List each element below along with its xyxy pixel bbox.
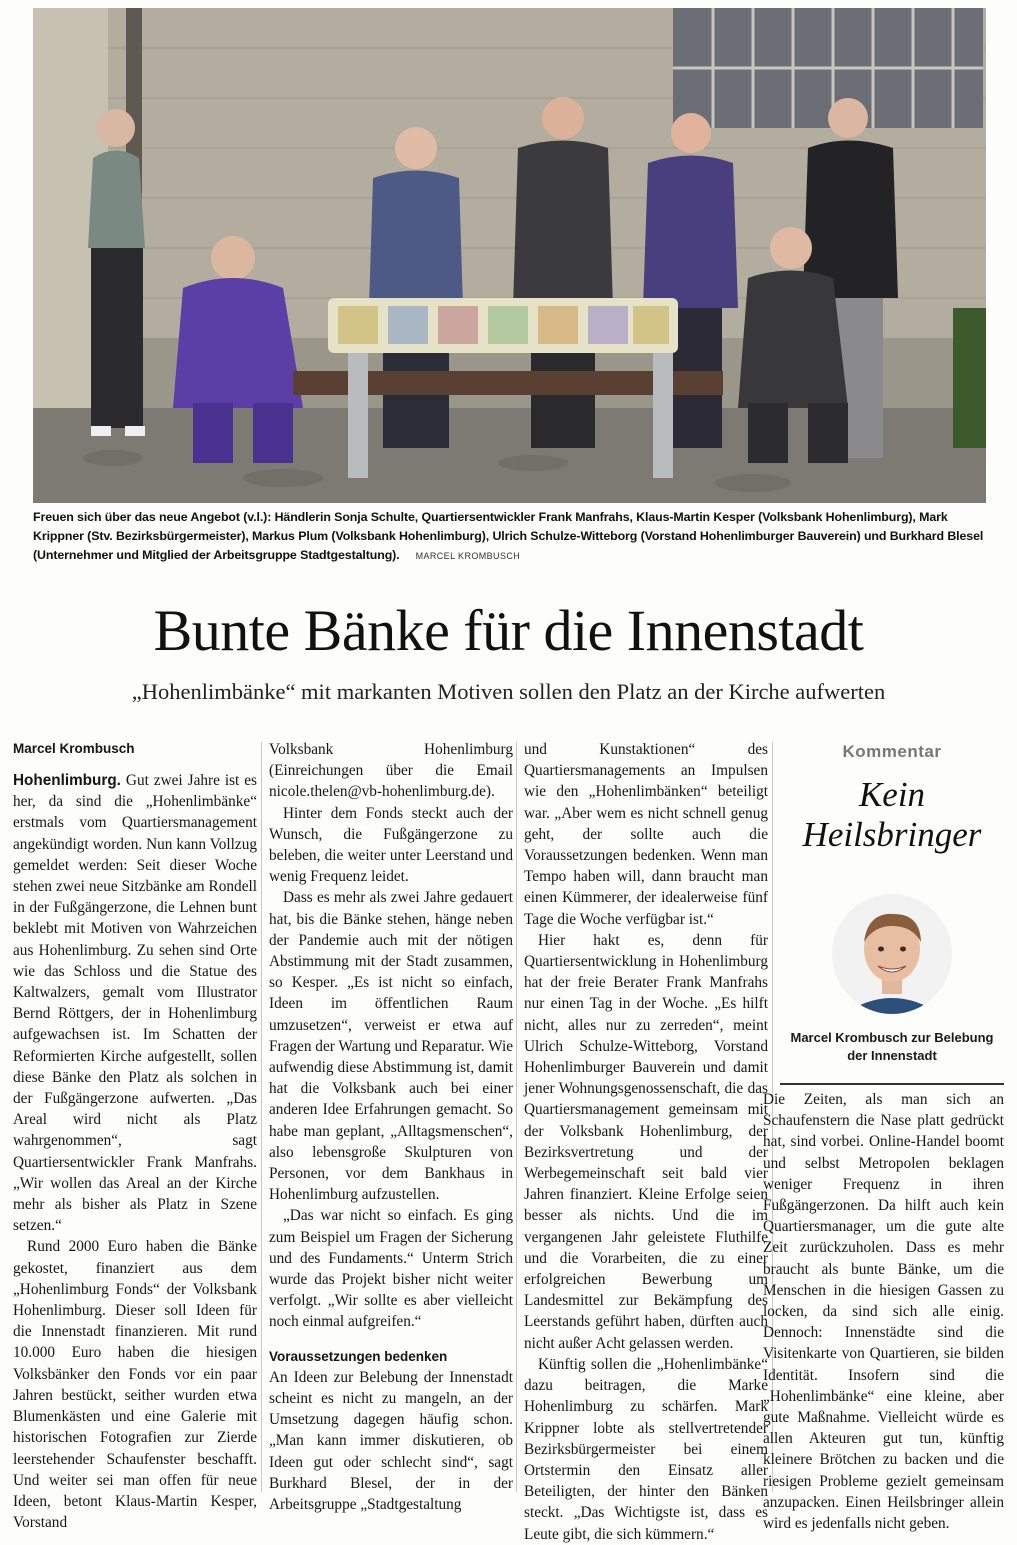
kommentar-paragraph: Die Zeiten, als man sich an Schaufenstern die Nase platt gedrückt hat, sind vorbei. Online-Handel boomt und selbst Metropolen beklagen weniger Frequenz in ihren Fußgängerzonen. Da hilft auch kein Quartiersmanager, um die gute alte Zeit zurückzuholen. Dass es mehr braucht als bunte Bänke, um die Menschen in die hiesigen Gassen zu locken, da sind sich alle einig. Dennoch: Innenstädte sind die Visitenkarte von Quartieren, sie bilden Identität. Insofern sind die „Hohenlimbänke“ eine kleine, aber gute Maßnahme. Vielleicht würde es allen Akteuren gut tun, künftig kleinere Brötchen zu backen und die riesigen Probleme gezielt gemeinsam anzupacken. Einen Heilsbringer allein wird es jedenfalls nicht geben.: [763, 1091, 1004, 1533]
kommentar-body: [763, 1089, 1004, 1534]
headline: Bunte Bänke für die Innenstadt: [153, 598, 864, 663]
photo-caption: [33, 508, 986, 566]
photo-credit: MARCEL KROMBUSCH: [415, 551, 521, 561]
article-paragraph: Dass es mehr als zwei Jahre gedauert hat, bis die Bänke stehen, hänge neben der Pandemie auch mit der nötigen Abstimmung mit der Stadt zusammen, so Kesper. „Es ist nicht so einfach, Ideen im öffentlichen Raum umzusetzen“, verweist er etwa auf Fragen der Wartung und Reparatur. Wie aufwendig diese Abstimmung ist, damit hat die Volksbank auch bei einer anderen Idee Erfahrungen gemacht. So habe man geplant, „Alltagsmenschen“, also lebensgroße Skulpturen von Personen, vor dem Bankhaus in Hohenlimburg aufzustellen.: [269, 889, 513, 1204]
kommentar-label: Kommentar: [842, 742, 942, 761]
photo-caption-text: Freuen sich über das neue Angebot (v.l.): Händlerin Sonja Schulte, Quartiersentwickler Frank Manfrahs, Klaus-Martin Kesper (Volksbank Hohenlimburg), Mark Krippner (Stv. Bezirksbürgermeister), Markus Plum (Volksbank Hohenlimburg), Ulrich Schulze-Witteborg (Vorstand Hohenlimburger Bauverein) und Burkhard Blesel (Unternehmer und Mitglied der Arbeitsgruppe Stadtgestaltung).: [33, 510, 984, 562]
kommentar-title-line2: Heilsbringer: [802, 815, 982, 854]
article-column-1: [13, 739, 257, 1533]
group-photo: [33, 8, 986, 503]
dateline: Hohenlimburg.: [13, 772, 121, 789]
author-portrait: [832, 894, 952, 1014]
article-paragraph: „Das war nicht so einfach. Es ging zum Beispiel um Fragen der Sicherung und des Fundaments.“ Unterm Strich wurde das Projekt bisher nicht weiter verfolgt. „Wir sollte es aber vielleicht noch einmal aufgreifen.“: [269, 1207, 513, 1331]
article-paragraph: Volksbank Hohenlimburg (Einreichungen über die Email nicole.thelen@vb-hohenlimburg.de).: [269, 741, 513, 801]
kommentar-box: [763, 739, 1004, 1533]
group-photo-illustration: [33, 8, 986, 503]
kommentar-divider: [780, 1083, 1004, 1085]
section-subtitle: Voraussetzungen bedenken: [269, 1348, 448, 1364]
kommentar-title: [780, 775, 1004, 855]
article-paragraph: An Ideen zur Belebung der Innenstadt scheint es nicht zu mangeln, an der Umsetzung dagegen häufig schon. „Man kann immer diskutieren, ob Ideen gut oder schlecht sind“, sagt Burkhard Blesel, der in der Arbeitsgruppe „Stadtgestaltung: [269, 1368, 513, 1513]
column-divider: [516, 742, 517, 1492]
subheadline: „Hohenlimbänke“ mit markanten Motiven sollen den Platz an der Kirche aufwerten: [131, 679, 886, 704]
article-paragraph: Rund 2000 Euro haben die Bänke gekostet, finanziert aus dem „Hohenlimburg Fonds“ der Volksbank Hohenlimburg. Dieser soll Ideen für die Innenstadt finanzieren. Mit rund 10.000 Euro haben die hiesigen Volksbänker den Fonds vor ein paar Jahren bestückt, seither wurden etwa Blumenkästen und eine Galerie mit historischen Fotografien zur Zierde leerstehender Schaufenster beschafft. Und weiter sei man offen für neue Ideen, betont Klaus-Martin Kesper, Vorstand: [13, 1238, 257, 1532]
article-paragraph: Hinter dem Fonds steckt auch der Wunsch, die Fußgängerzone zu beleben, die weiter unter Leerstand und wenig Frequenz leidet.: [269, 804, 513, 886]
article-paragraph: [13, 770, 257, 1236]
article-paragraph: und Kunstaktionen“ des Quartiersmanagements an Impulsen wie den „Hohenlimbänken“ beteiligt war. „Aber wem es nicht schnell genug geht, der sollte auch die Voraussetzungen bedenken. Wenn man Tempo haben will, dann braucht man einen Kümmerer, der idealerweise fünf Tage die Woche verfügbar ist.“: [524, 741, 768, 928]
kommentar-portrait-caption: Marcel Krombusch zur Belebung der Innenstadt: [790, 1030, 994, 1063]
article-paragraph: Hier hakt es, denn für Quartiersentwicklung in Hohenlimburg hat der freie Berater Frank Manfrahs nur einen Tag in der Woche. „Es hilft nicht, alles nur zu zerreden“, meint Ulrich Schulze-Witteborg, Vorstand Hohenlimburger Bauverein und damit jener Wohnungsgenossenschaft, die das Quartiersmanagement gemeinsam mit der Volksbank Hohenlimburg, der Bezirksvertretung und der Werbegemeinschaft seit bald vier Jahren finanziert. Kleine Erfolge seien besser als nichts. Und die im vergangenen Jahr geleistete Fluthilfe und die Vorarbeiten, die zu einer erfolgreichen Bewerbung um Landesmittel zur Bekämpfung des Leerstands geführt haben, dürften auch nicht außer Acht gelassen werden.: [524, 931, 768, 1352]
paragraph-text: Gut zwei Jahre ist es her, da sind die „Hohenlimbänke“ erstmals vom Quartiersmanagement angekündigt worden. Nun kann Vollzug gemeldet werden: Seit dieser Woche stehen zwei neue Sitzbänke am Rondell in der Fußgängerzone, die Lehnen bunt beklebt mit Motiven von Wahrzeichen aus Hohenlimburg. Zu sehen sind Orte wie das Schloss und die Statue des Kaltwalzers, gemalt vom Illustrator Bernd Röttgers, der in Hohenlimburg aufgewachsen ist. Im Schatten der Reformierten Kirche aufgestellt, sollen diese Bänke den Platz als solchen in der Fußgängerzone aufwerten. „Das Areal wird nicht als Platz wahrgenommen“, sagt Quartiersentwickler Frank Manfrahs. „Wir wollen das Areal an der Kirche mehr als bisher als Platz in Szene setzen.“: [13, 772, 257, 1235]
author-portrait-illustration: [832, 894, 952, 1014]
article-author: Marcel Krombusch: [13, 741, 135, 756]
article-paragraph: Künftig sollen die „Hohenlimbänke“ dazu beitragen, die Marke Hohenlimburg zu schärfen. Mark Krippner lobte als stellvertretender Bezirksbürgermeister bei einem Ortstermin den Einsatz aller Beteiligten, der hinter den Bänken steckt. „Das Wichtigste ist, dass es Leute gibt, die sich kümmern.“: [524, 1355, 768, 1543]
article-column-3: [524, 739, 768, 1545]
column-divider: [261, 742, 262, 1492]
kommentar-title-line1: Kein: [858, 775, 926, 814]
article-column-2: [269, 739, 513, 1515]
